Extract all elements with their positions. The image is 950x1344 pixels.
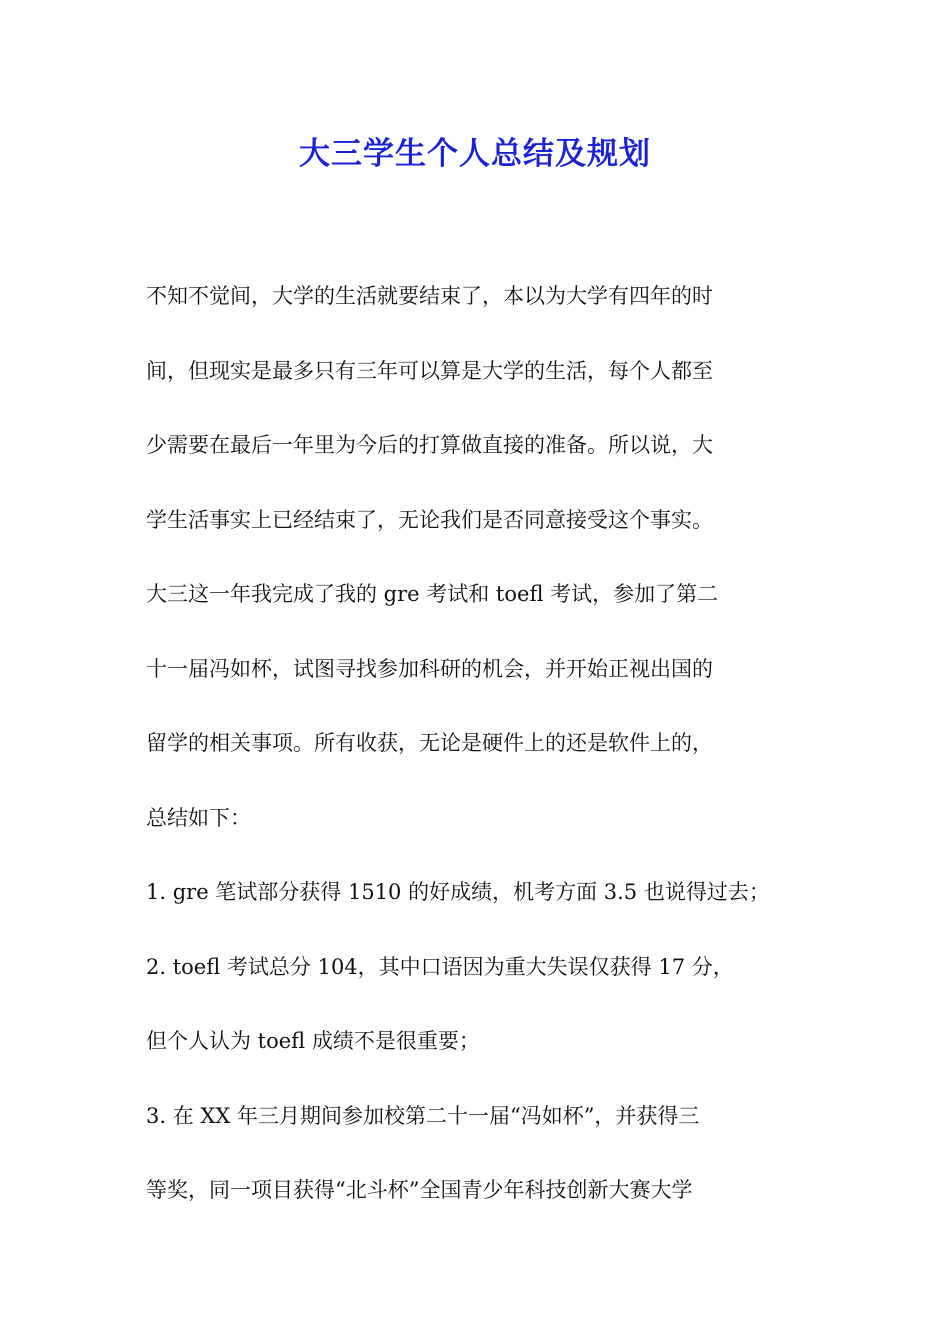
list-item-line: 2. toefl 考试总分 104，其中口语因为重大失误仅获得 17 分，: [146, 954, 734, 979]
paragraph-line: 十一届冯如杯，试图寻找参加科研的机会，并开始正视出国的: [146, 656, 713, 681]
paragraph-line: 不知不觉间，大学的生活就要结束了，本以为大学有四年的时: [146, 284, 713, 308]
paragraph-line: 留学的相关事项。所有收获，无论是硬件上的还是软件上的，: [146, 731, 713, 755]
list-item-line: 1. gre 笔试部分获得 1510 的好成绩，机考方面 3.5 也说得过去；: [146, 880, 770, 904]
document-title: 大三学生个人总结及规划: [299, 136, 651, 172]
paragraph-line: 少需要在最后一年里为今后的打算做直接的准备。所以说，大: [146, 433, 713, 457]
paragraph-line: 总结如下：: [146, 805, 251, 830]
paragraph-line: 学生活事实上已经结束了，无论我们是否同意接受这个事实。: [146, 507, 713, 532]
paragraph-line: 间，但现实是最多只有三年可以算是大学的生活，每个人都至: [146, 358, 713, 383]
document-body: [146, 259, 816, 1228]
list-item-line: 等奖，同一项目获得“北斗杯”全国青少年科技创新大赛大学: [146, 1178, 693, 1202]
paragraph-line: 大三这一年我完成了我的 gre 考试和 toefl 考试，参加了第二: [146, 582, 719, 606]
list-item-line: 但个人认为 toefl 成绩不是很重要；: [146, 1029, 480, 1053]
list-item-line: 3. 在 XX 年三月期间参加校第二十一届“冯如杯”，并获得三: [146, 1103, 700, 1128]
